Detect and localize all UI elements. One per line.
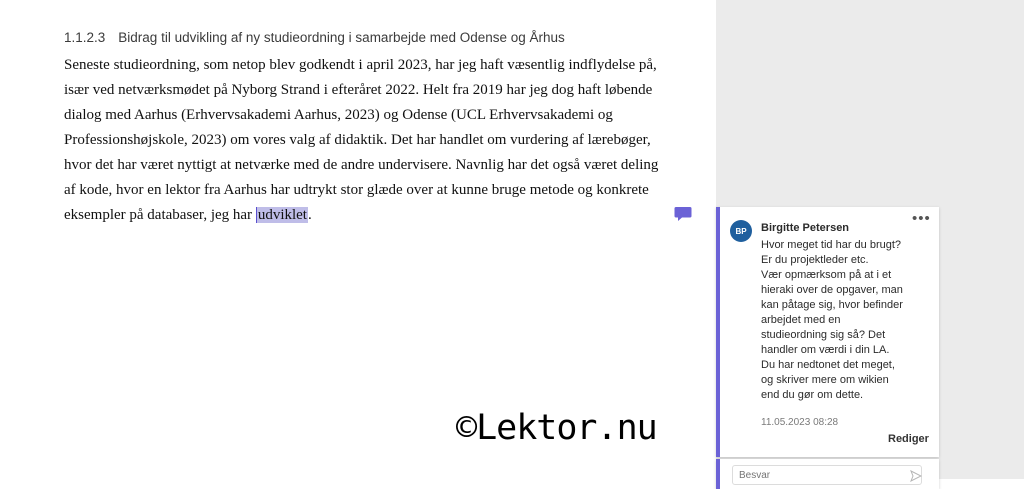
heading-text: Bidrag til udvikling af ny studieordning i samarbejde med Odense og Århus [118,30,565,45]
comment-timestamp: 11.05.2023 08:28 [761,417,839,428]
more-options-button[interactable]: ••• [912,210,931,227]
paragraph-line: hvor det har været nyttigt at netværke med de andre undervisere. Navnlig har det også været deling [64,157,659,173]
comment-bubble-icon[interactable] [674,206,692,222]
last-line-suffix: . [307,207,312,223]
paragraph-line: dialog med Aarhus (Erhvervsakademi Aarhus, 2023) og Odense (UCL Erhvervsakademi og [64,107,613,123]
comment-line: handler om værdi i din LA. [761,344,890,356]
comment-line: studieordning sig så? Det [761,329,886,341]
comment-line: Er du projektleder etc. [761,254,869,266]
comment-line: arbejdet med en [761,314,841,326]
avatar: BP [730,220,752,242]
comment-line: kan påtage sig, hvor befinder [761,299,903,311]
commented-text-highlight[interactable]: udviklet [257,207,307,223]
comment-line: og skriver mere om wikien [761,374,889,386]
reply-card [716,459,939,489]
reply-input[interactable] [732,465,922,485]
paragraph-line: af kode, hvor en lektor fra Aarhus har udtrykt stor glæde over at kunne bruge metode og konkrete [64,182,649,198]
comment-line: Hvor meget tid har du brugt? [761,239,902,251]
section-heading [64,30,565,45]
body-paragraph[interactable] [64,53,664,228]
copyright-watermark: ©Lektor.nu [456,408,657,448]
paragraph-line: Professionshøjskole, 2023) om vores valg af didaktik. Det har handlet om vurdering af lærebøger, [64,132,651,148]
comment-line: Vær opmærksom på at i et [761,269,892,281]
comment-line: hieraki over de opgaver, man [761,284,903,296]
comment-author: Birgitte Petersen [761,222,850,234]
last-line-prefix: eksempler på databaser, jeg har [64,207,256,223]
paragraph-last-line [64,203,664,228]
paragraph-line: Seneste studieordning, som netop blev godkendt i april 2023, har jeg haft væsentlig indflydelse på, [64,57,657,73]
send-icon[interactable] [910,469,922,481]
edit-button[interactable]: Rediger [888,433,929,445]
paragraph-line: især ved netværksmødet på Nyborg Strand i efteråret 2022. Helt fra 2019 har jeg dog haft løbende [64,82,653,98]
comment-card[interactable] [716,207,939,457]
heading-number: 1.1.2.3 [64,30,106,45]
comment-line: end du gør om dette. [761,389,864,401]
comment-body [761,238,933,403]
comment-line: Du har nedtonet det meget, [761,359,895,371]
